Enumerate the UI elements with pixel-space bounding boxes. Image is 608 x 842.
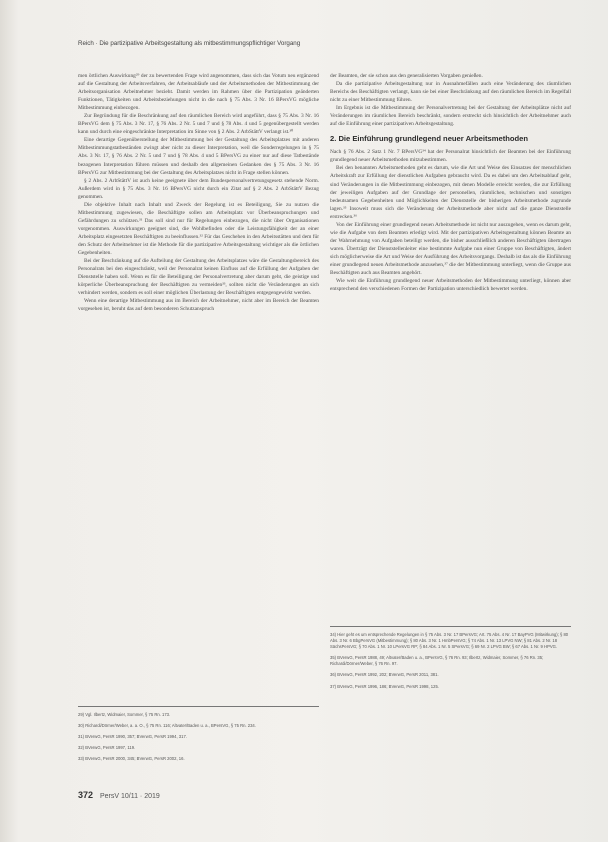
footnote: 35) BVerwG, PersR 1988, 49; Altvater/Baden u. a., BPersVG, § 76 Rn. 93; Ilbertz, Widmaier, Sommer, § 76 Rn. 35; Richardi/Dörner/Weber, § 76 Rn. 97. (330, 655, 544, 667)
footnote: 30) Richardi/Dörner/Weber, a. a. O., § 75 Rn. 116; Altvater/Baden u. a., BPersVG, § 75 Rn. 234. (78, 723, 256, 729)
paragraph: Die objektive Inhalt nach Inhalt und Zweck der Regelung ist es Beteiligung, Sie zu nutzen die Mitbestimmung zugewiesen, die Beschäftigte sollen am Arbeitsplatz vor Überbeanspruchungen und Gefährdungen zu schützen.³¹ Das soll sind nur für Regelungen einbezogen, die nicht über Organisationen vorgenommen. Auswirkungen geeignet sind, die Wohlbefinden oder die Leistungsfähigkeit der an einer Arbeitsplatz eingesetzten Beschäftigten zu beeinflussen.³² Für das Geschehen in den Arbeitsstätten und dem für den Schutz der Arbeitnehmer ist die Methode für die partizipative Arbeitsgestaltung wichtiger als die örtlichen Gegebenheiten. (78, 201, 319, 257)
footnote: 29) Vgl. Ilbertz, Widmaier, Sommer, § 75 Rn. 173. (78, 712, 171, 717)
footnotes-left (78, 712, 319, 764)
paragraph: § 2 Abs. 2 ArbStättV ist auch keine geeignete über dem Bundespersonalvertretungsgesetz stehende Norm. Außerdem wird in § 75 Abs. 3 Nr. 16 BPersVG nicht durch ein Zitat auf § 2 Abs. 2 ArbStättV Bezug genommen. (78, 177, 319, 200)
footnote: 37) BVerwG, PersR 1996, 186; BVerwG, PersR 1998, 125. (330, 683, 439, 689)
section-heading: 2. Die Einführung grundlegend neuer Arbeitsmethoden (330, 134, 529, 144)
paragraph: Nach § 76 Abs. 2 Satz 1 Nr. 7 BPersVG³⁴ hat der Personalrat hinsichtlich der Beamten bei der Einführung grundlegend neuer Arbeitsmethoden mitzubestimmen. (330, 149, 571, 164)
paragraph: Bei der Beschränkung auf die Aufteilung der Gestaltung des Arbeitsplatzes wäre die Gestaltungsbereich des Personalrats bei den eingeschränkt, weil der Personalrat keinen Einfluss auf die Erfüllung der Aufgaben der Dienststelle haben soll. Wenn es für die Beteiligung der Personalvertretung aber darum geht, die geistige und körperliche Überbeanspruchung der Beschäftigten zu vermeiden³³, sollten nicht die Veränderungen an sich verhindert werden, sondern es soll einer möglichen Überlastung der Beschäftigten entgegengewirkt werden. (78, 258, 319, 297)
right-column (330, 72, 571, 293)
page-number: 372 (78, 790, 94, 800)
paragraph: men örtlichen Auswirkung²⁹ der zu bewertenden Frage wird angenommen, dass sich das Votum neu ergänzend auf die Gestaltung der Arbeitsverfahren, der Arbeitsabläufe und der Arbeitsmethoden der Mitbestimmung der Arbeitsorganisation Arbeitnehmer bezieht. Damit werden im Rahmen über die Partizipation geänderten Funktionen, Tätigkeiten und Arbeitsbeziehungen nicht in die nach § 75 Abs. 3 Nr. 16 BPersVG mögliche Mitbestimmung einbezogen. (78, 73, 319, 112)
footnote: 36) BVerwG, PersR 1992, 202; BVerwG, PersR 2011, 381. (330, 672, 439, 678)
paragraph: Wenn eine derartige Mitbestimmung aus im Bereich der Arbeitnehmer, nicht aber im Bereich der Beamten vorgesehen ist, beruht das auf dem besonderen Schutzanspruch (78, 298, 319, 313)
footnote: 33) BVerwG, PersR 2000, 345; BVerwG, PersR 2002, 16. (78, 756, 185, 762)
paragraph: Zur Begründung für die Beschränkung auf den räumlichen Bereich wird angeführt, dass § 75 Abs. 3 Nr. 16 BPersVG dem § 75 Abs. 3 Nr. 17, § 76 Abs. 2 Nr. 5 und 7 und § 78 Abs. 4 und 5 gegenübergestellt werden kann und durch eine eingeschränkte Interpretation im Sinne von § 2 Abs. 2 ArbStättV verlangt ist.³⁰ (78, 113, 319, 136)
paragraph: Da die partizipative Arbeitsgestaltung nur in Ausnahmefällen auch eine Veränderung des räumlichen Bereichs des Beschäftigten verlangt, kann sie bei einer Beschränkung auf den räumlichen Bereich im Regelfall nicht zu einer Mitbestimmung führen. (330, 81, 571, 104)
running-head: Reich · Die partizipative Arbeitsgestaltung als mitbestimmungspflichtiger Vorgang (78, 40, 301, 47)
paragraph: Im Ergebnis ist die Mitbestimmung der Personalvertretung bei der Gestaltung der Arbeitsplätze nicht auf Veränderungen im räumlichen Bereich beschränkt, sondern erstreckt sich hinsichtlich der Arbeitnehmer auch auf die Einführung einer partizipativen Arbeitsgestaltung. (330, 105, 571, 128)
journal-issue: PersV 10/11 · 2019 (99, 793, 160, 800)
footnote-divider (330, 626, 571, 627)
paragraph: Wie weit die Einführung grundlegend neuer Arbeitsmethoden der Mitbestimmung unterliegt, können aber entsprechend den verschiedenen Formen der Partizipation unterschiedlich bewertet werden. (330, 278, 571, 293)
paragraph: Bei den benannten Arbeitsmethoden geht es darum, wie die Art und Weise des Einsatzes der menschlichen Arbeitskraft zur Erfüllung der dienstlichen Aufgaben gebraucht wird. Da es dabei um den Arbeitsablauf geht, sind Veränderungen in die Mitbestimmung einbezogen, mit denen Modelle erreicht werden, die zur Erfüllung der jeweiligen Aufgaben auf der Grundlage der personellen, räumlichen, technischen und sonstigen bedeutsamen Gegebenheiten und Möglichkeiten der Dienststelle der bisherigen Arbeitsmethode zugrunde lagen.³⁵ Insoweit muss sich die Veränderung der Arbeitsmethode aber nicht auf die ganze Dienststelle erstrecken.³⁶ (330, 165, 571, 220)
paragraph: Eine derartige Gegenüberstellung der Mitbestimmung bei der Gestaltung des Arbeitsplatzes mit anderen Mitbestimmungstatbeständen zwingt aber nicht zu dieser Interpretation, weil die Sonderregelungen in § 75 Abs. 3 Nr. 17, § 76 Abs. 2 Nr. 5 und 7 und § 78 Abs. 4 und 5 BPersVG zu einer nur auf diese Tatbestände bezogenen Interpretation führen müssen und deshalb den allgemeinen Gedanken des § 75 Abs. 3 Nr. 16 BPersVG zur Mitbestimmung bei der Gestaltung des Arbeitsplatzes nicht in Frage stellen können. (78, 137, 319, 176)
left-column (78, 72, 319, 313)
footnote: 31) BVerwG, PersR 1990, 357; BVerwG, PersR 1994, 317. (78, 734, 187, 740)
paragraph: der Beamten, der sie schon aus den generalisierten Vorgaben genießen. (330, 73, 483, 79)
paragraph: Von der Einführung einer grundlegend neuen Arbeitsmethode ist nicht nur auszugehen, wenn es darum geht, wie die Aufgabe von dem Beamten erledigt wird. Mit der partizipativen Arbeitsgestaltung können Beamte an der Wahrnehmung von Aufgaben beteiligt werden, die bisher ausschließlich anderen Beschäftigten übertragen waren. Überträgt der Dienststellenleiter eine bestimmte Aufgabe nun einer Gruppe von Beschäftigten, ändert sich möglicherweise die Art und Weise der Ausführung des Arbeitsvorgangs. Deshalb ist das als die Einführung einer grundlegend neuen Arbeitsmethode anzusehen,³⁷ die der Mitbestimmung unterliegt, wenn die Gruppe aus Beschäftigten auch aus Beamten angehört. (330, 221, 571, 277)
page-footer (78, 790, 160, 800)
footnote: 32) BVerwG, PersR 1997, 119. (78, 745, 136, 751)
footnote: 34) Hier geht es um entsprechende Regelungen in § 75 Abs. 3 Nr. 17 BPersVG; Art. 75 Abs. 4 Nr. 17 BayPVG (Mitwirkung); § 80 Abs. 3 Nr. 6 BbgPersVG (Mitbestimmung); § 80 Abs. 3 Nr. 1 HmbPersVG; § 74 Abs. 1 Nr. 13 LPVG NW; § 81 Abs. 2 Nr. 18 SächsPersVG; § 70 Abs. 1 Nr. 10 LPersVG RP; § 84 Abs. 1 Nr. 5 SPersVG; § 69 Nr. 2 LPVG BW; § 67 Abs. 1 Nr. 9 HPVG. (330, 632, 569, 650)
footnote-divider (78, 706, 319, 707)
footnotes-right (330, 632, 571, 691)
